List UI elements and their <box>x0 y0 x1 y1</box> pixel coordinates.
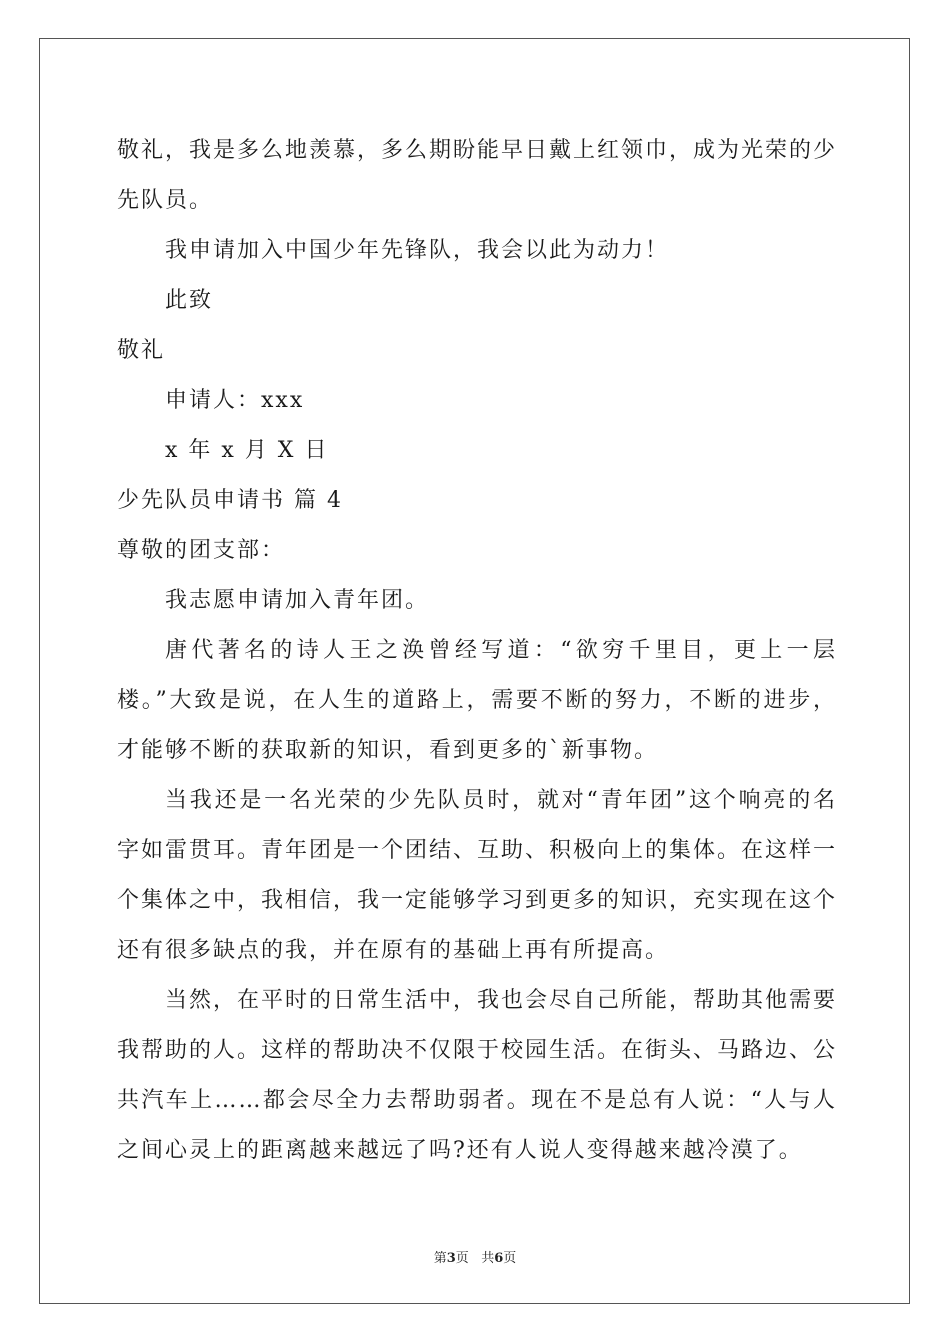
closing-salutation: 敬礼 <box>117 338 166 363</box>
text-line: 楼。”大致是说，在人生的道路上，需要不断的努力，不断的进步， <box>117 688 837 713</box>
total-suffix: 页 <box>503 1251 517 1266</box>
page-prefix: 第 <box>433 1251 447 1266</box>
text-line: 敬礼，我是多么地羡慕，多么期盼能早日戴上红领巾，成为光荣的少 <box>117 138 838 163</box>
text-line: 先队员。 <box>117 188 214 213</box>
text-line: 之间心灵上的距离越来越远了吗?还有人说人变得越来越冷漠了。 <box>117 1138 803 1163</box>
total-pages: 6 <box>494 1251 504 1266</box>
signature-date: x 年 x 月 X 日 <box>165 438 329 463</box>
page-suffix: 页 <box>455 1251 469 1266</box>
text-line: 唐代著名的诗人王之涣曾经写道：“欲穷千里目，更上一层 <box>165 638 837 663</box>
text-line: 我帮助的人。这样的帮助决不仅限于校园生活。在街头、马路边、公 <box>117 1038 838 1063</box>
text-line: 才能够不断的获取新的知识，看到更多的`新事物。 <box>117 738 659 763</box>
text-line: 字如雷贯耳。青年团是一个团结、互助、积极向上的集体。在这样一 <box>117 838 838 863</box>
text-line: 个集体之中，我相信，我一定能够学习到更多的知识，充实现在这个 <box>117 888 838 913</box>
section-heading: 少先队员申请书 篇 4 <box>117 488 343 513</box>
page-number: 3 <box>446 1251 456 1266</box>
page-footer <box>0 1247 950 1266</box>
document-body <box>117 126 837 1176</box>
text-line: 共汽车上……都会尽全力去帮助弱者。现在不是总有人说：“人与人 <box>117 1088 837 1113</box>
text-line: 我申请加入中国少年先锋队，我会以此为动力！ <box>165 238 670 263</box>
text-line: 还有很多缺点的我，并在原有的基础上再有所提高。 <box>117 938 670 963</box>
text-line: 当然，在平时的日常生活中，我也会尽自己所能，帮助其他需要 <box>165 988 838 1013</box>
letter-greeting: 尊敬的团支部： <box>117 538 286 563</box>
total-prefix: 共 <box>481 1251 495 1266</box>
closing-salutation: 此致 <box>165 288 214 313</box>
text-line: 我志愿申请加入青年团。 <box>165 588 430 613</box>
text-line: 当我还是一名光荣的少先队员时，就对“青年团”这个响亮的名 <box>165 788 837 813</box>
applicant-signature: 申请人：xxx <box>165 388 305 413</box>
